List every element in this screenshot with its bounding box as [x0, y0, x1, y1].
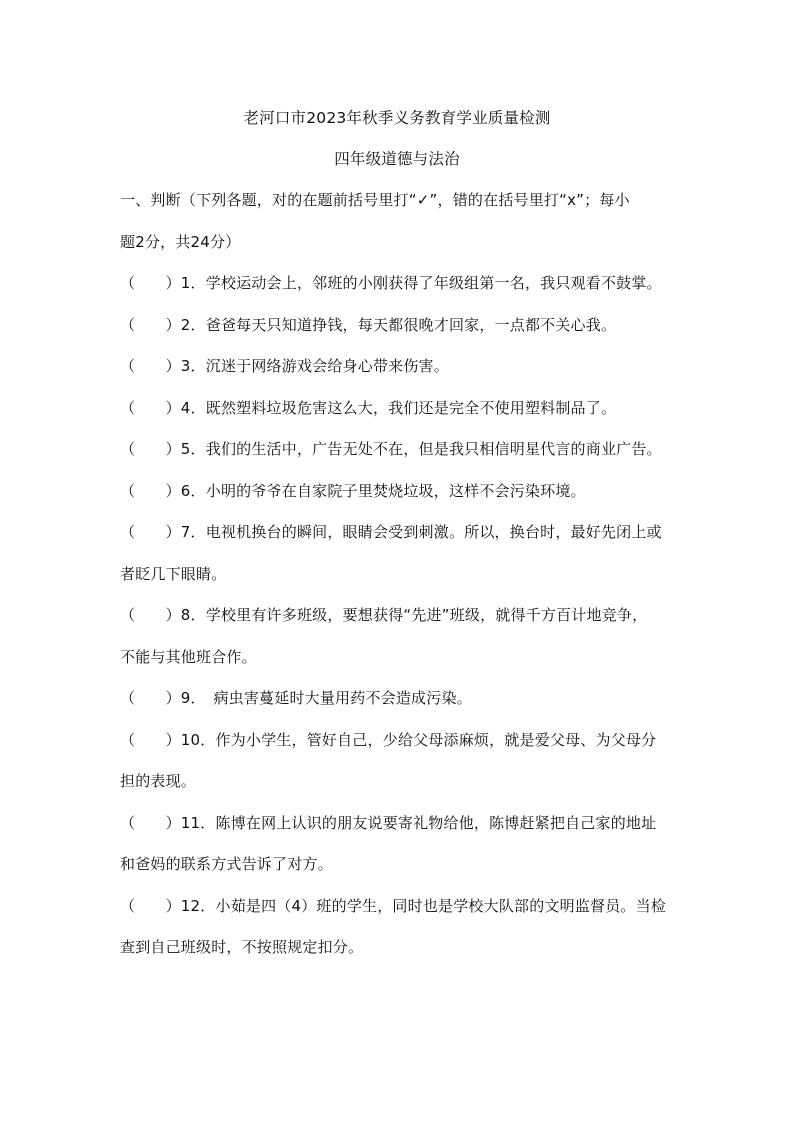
question-11-line-1: （ ）11．陈博在网上认识的朋友说要寄礼物给他，陈博赶紧把自己家的地址	[120, 814, 657, 832]
question-9: （ ）9． 病虫害蔓延时大量用药不会造成污染。	[120, 689, 472, 707]
question-10-line-1: （ ）10．作为小学生，管好自己，少给父母添麻烦，就是爱父母、为父母分	[120, 731, 657, 749]
question-2: （ ）2．爸爸每天只知道挣钱，每天都很晚才回家，一点都不关心我。	[120, 316, 617, 334]
section-heading-line-2: 题2分，共24分）	[120, 233, 241, 251]
question-10-line-2: 担的表现。	[120, 772, 197, 790]
question-8-line-2: 不能与其他班合作。	[120, 648, 257, 666]
question-8-line-1: （ ）8．学校里有许多班级，要想获得“先进”班级，就得千方百计地竞争，	[120, 606, 648, 624]
question-3: （ ）3．沉迷于网络游戏会给身心带来伤害。	[120, 357, 449, 375]
section-heading-line-1: 一、判断（下列各题，对的在题前括号里打“✓”，错的在括号里打“x”；每小	[120, 191, 630, 209]
question-1: （ ）1．学校运动会上，邻班的小刚获得了年级组第一名，我只观看不鼓掌。	[120, 274, 662, 292]
question-5: （ ）5．我们的生活中，广告无处不在，但是我只相信明星代言的商业广告。	[120, 440, 662, 458]
document-subtitle: 四年级道德与法治	[334, 150, 460, 168]
question-6: （ ）6．小明的爷爷在自家院子里焚烧垃圾，这样不会污染环境。	[120, 482, 586, 500]
question-4: （ ）4．既然塑料垃圾危害这么大，我们还是完全不使用塑料制品了。	[120, 399, 617, 417]
question-12-line-2: 查到自己班级时，不按照规定扣分。	[120, 938, 364, 956]
question-7-line-2: 者眨几下眼睛。	[120, 565, 227, 583]
question-11-line-2: 和爸妈的联系方式告诉了对方。	[120, 855, 333, 873]
question-12-line-1: （ ）12．小茹是四（4）班的学生，同时也是学校大队部的文明监督员。当检	[120, 897, 667, 915]
question-7-line-1: （ ）7．电视机换台的瞬间，眼睛会受到刺激。所以，换台时，最好先闭上或	[120, 523, 662, 541]
document-title: 老河口市2023年秋季义务教育学业质量检测	[243, 109, 551, 127]
